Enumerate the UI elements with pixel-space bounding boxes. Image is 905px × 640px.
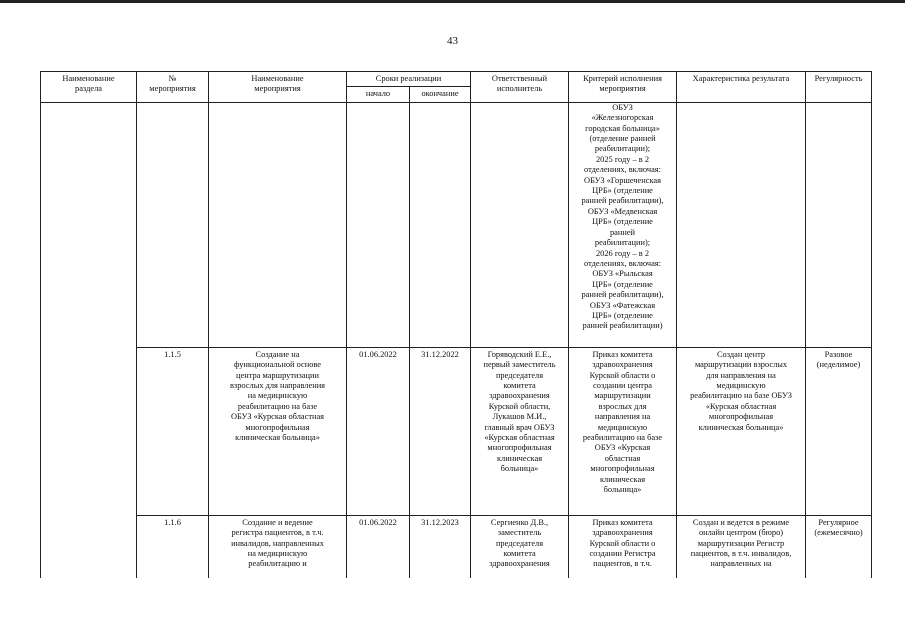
row-start: 01.06.2022 [347, 347, 410, 515]
row-start [347, 102, 410, 347]
row-start: 01.06.2022 [347, 515, 410, 595]
header-deadlines: Сроки реализации [347, 72, 471, 87]
header-start: начало [347, 87, 410, 102]
row-responsible: Горяводский Е.Е., первый заместитель председателя комитета здравоохранения Курской области, Лукашов М.И., главный врач ОБУЗ «Курская областная многопрофильная клиническая больница» [471, 347, 569, 515]
row-result: Создан центр маршрутизации взрослых для направления на медицинскую реабилитацию на базе ОБУЗ «Курская областная многопрофильная клиническая больница» [677, 347, 806, 515]
table-row [41, 347, 872, 515]
row-criterion: Приказ комитета здравоохранения Курской области о создании Регистра пациентов, в т.ч. [569, 515, 677, 595]
header-result: Характеристика результата [677, 72, 806, 103]
row-number: 1.1.5 [137, 347, 209, 515]
row-number: 1.1.6 [137, 515, 209, 595]
row-end: 31.12.2022 [410, 347, 471, 515]
row-responsible [471, 102, 569, 347]
row-event: Создание и ведение регистра пациентов, в т.ч. инвалидов, направленных на медицинскую реабилитацию и [209, 515, 347, 595]
row-criterion: ОБУЗ «Железногорская городская больница» (отделение ранней реабилитации); 2025 году – в 2 отделениях, включая: ОБУЗ «Горшеченская ЦРБ» (отделение ранней реабилитации), ОБУЗ «Медвенская ЦРБ» (отделение ранней реабилитации); 2026 году – в 2 отделениях, включая: ОБУЗ «Рыльская ЦРБ» (отделение ранней реабилитации), ОБУЗ «Фатежская ЦРБ» (отделение ранней реабилитации) [569, 102, 677, 347]
header-responsible: Ответственный исполнитель [471, 72, 569, 103]
scan-top-edge [0, 0, 905, 3]
header-section: Наименование раздела [41, 72, 137, 103]
row-regularity: Регулярное (ежемесячно) [806, 515, 872, 595]
row-responsible: Сергиенко Д.В., заместитель председателя комитета здравоохранения [471, 515, 569, 595]
row-criterion: Приказ комитета здравоохранения Курской области о создании центра маршрутизации взрослых для направления на медицинскую реабилитацию на базе ОБУЗ «Курская областная многопрофильная клиническая больница» [569, 347, 677, 515]
row-end [410, 102, 471, 347]
table-row [41, 102, 872, 347]
row-regularity [806, 102, 872, 347]
header-number: № мероприятия [137, 72, 209, 103]
row-event: Создание на функциональной основе центра маршрутизации взрослых для направления на медицинскую реабилитацию на базе ОБУЗ «Курская областная многопрофильная клиническая больница» [209, 347, 347, 515]
row-end: 31.12.2023 [410, 515, 471, 595]
header-criterion: Критерий исполнения мероприятия [569, 72, 677, 103]
header-event: Наименование мероприятия [209, 72, 347, 103]
row-result [677, 102, 806, 347]
header-end: окончание [410, 87, 471, 102]
row-event [209, 102, 347, 347]
section-cell [41, 102, 137, 595]
header-regularity: Регулярность [806, 72, 872, 103]
row-result: Создан и ведется в режиме онлайн центром (бюро) маршрутизации Регистр пациентов, в т.ч. инвалидов, направленных на [677, 515, 806, 595]
row-number [137, 102, 209, 347]
page-number: 43 [447, 35, 458, 47]
page-margin-bottom [0, 578, 905, 640]
row-regularity: Разовое (неделимое) [806, 347, 872, 515]
activities-table [40, 71, 872, 596]
